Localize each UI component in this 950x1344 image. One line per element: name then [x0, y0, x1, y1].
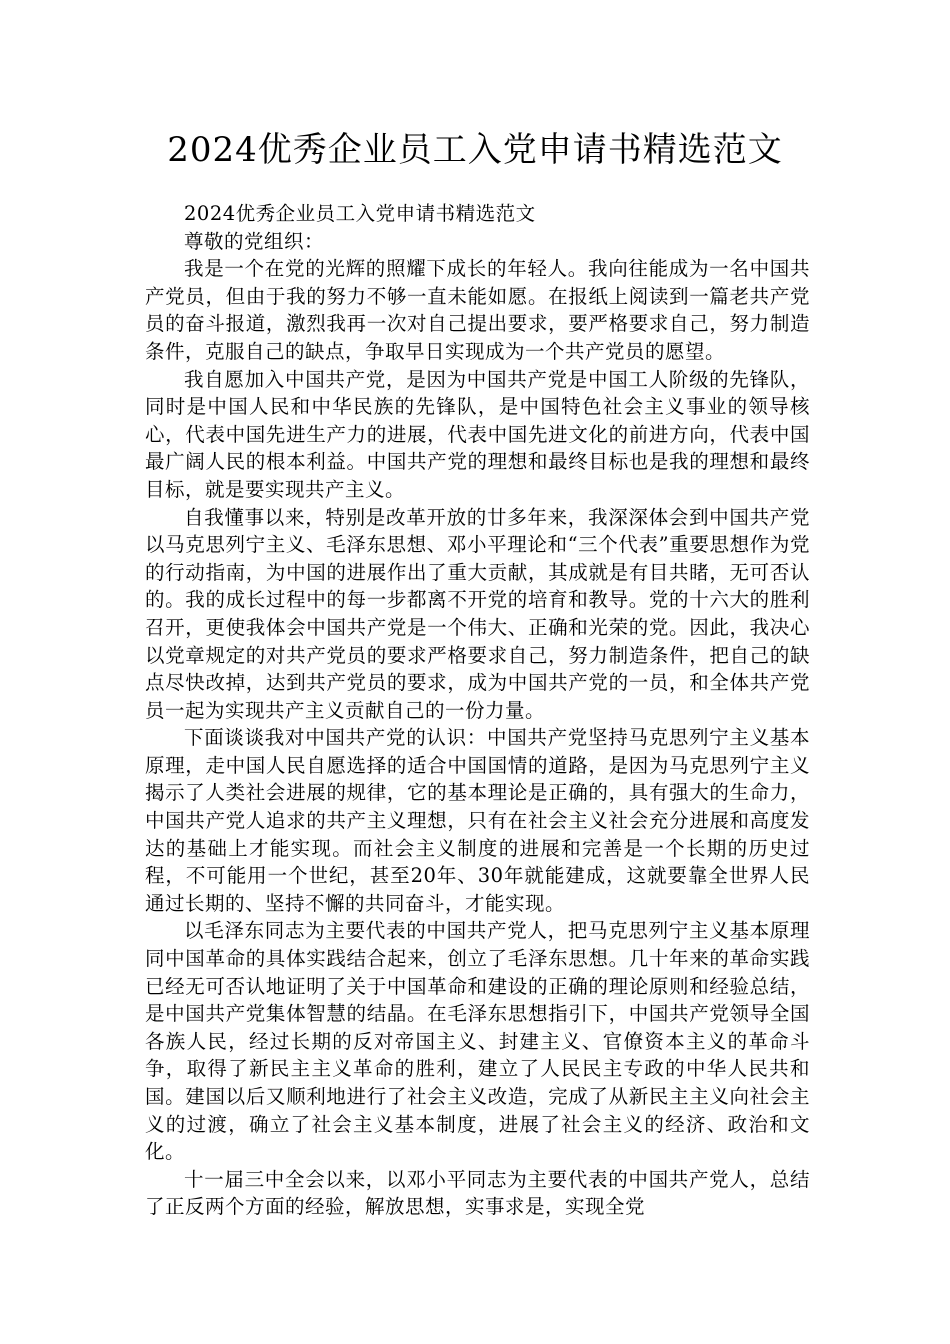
document-title: 2024优秀企业员工入党申请书精选范文	[167, 130, 783, 170]
document-body	[145, 200, 810, 1221]
paragraph-3: 自我懂事以来，特别是改革开放的廿多年来，我深深体会到中国共产党以马克思列宁主义、毛泽东思想、邓小平理论和“三个代表”重要思想作为党的行动指南，为中国的进展作出了重大贡献，其成就是有目共睹，无可否认的。我的成长过程中的每一步都离不开党的培育和教导。党的十六大的胜利召开，更使我体会中国共产党是一个伟大、正确和光荣的党。因此，我决心以党章规定的对共产党员的要求严格要求自己，努力制造条件，把自己的缺点尽快改掉，达到共产党员的要求，成为中国共产党的一员，和全体共产党员一起为实现共产主义贡献自己的一份力量。	[145, 505, 810, 722]
document-subtitle: 2024优秀企业员工入党申请书精选范文	[184, 202, 536, 225]
paragraph-1: 我是一个在党的光辉的照耀下成长的年轻人。我向往能成为一名中国共产党员，但由于我的努力不够一直未能如愿。在报纸上阅读到一篇老共产党员的奋斗报道，激烈我再一次对自己提出要求，要严格要求自己，努力制造条件，克服自己的缺点，争取早日实现成为一个共产党员的愿望。	[145, 257, 810, 363]
paragraph-6: 十一届三中全会以来，以邓小平同志为主要代表的中国共产党人，总结了正反两个方面的经验，解放思想，实事求是，实现全党	[145, 1167, 810, 1219]
paragraph-5: 以毛泽东同志为主要代表的中国共产党人，把马克思列宁主义基本原理同中国革命的具体实践结合起来，创立了毛泽东思想。几十年来的革命实践已经无可否认地证明了关于中国革命和建设的正确的理论原则和经验总结，是中国共产党集体智慧的结晶。在毛泽东思想指引下，中国共产党领导全国各族人民，经过长期的反对帝国主义、封建主义、官僚资本主义的革命斗争，取得了新民主主义革命的胜利，建立了人民民主专政的中华人民共和国。建国以后又顺利地进行了社会主义改造，完成了从新民主主义向社会主义的过渡，确立了社会主义基本制度，进展了社会主义的经济、政治和文化。	[145, 919, 810, 1164]
salutation: 尊敬的党组织：	[184, 229, 325, 253]
paragraph-2: 我自愿加入中国共产党，是因为中国共产党是中国工人阶级的先锋队，同时是中国人民和中华民族的先锋队，是中国特色社会主义事业的领导核心，代表中国先进生产力的进展，代表中国先进文化的前进方向，代表中国最广阔人民的根本利益。中国共产党的理想和最终目标也是我的理想和最终目标，就是要实现共产主义。	[145, 367, 810, 501]
paragraph-4: 下面谈谈我对中国共产党的认识：中国共产党坚持马克思列宁主义基本原理，走中国人民自愿选择的适合中国国情的道路，是因为马克思列宁主义揭示了人类社会进展的规律，它的基本理论是正确的，具有强大的生命力，中国共产党人追求的共产主义理想，只有在社会主义社会充分进展和高度发达的基础上才能实现。而社会主义制度的进展和完善是一个长期的历史过程，不可能用一个世纪，甚至20年、30年就能建成，这就要靠全世界人民通过长期的、坚持不懈的共同奋斗，才能实现。	[145, 726, 810, 915]
